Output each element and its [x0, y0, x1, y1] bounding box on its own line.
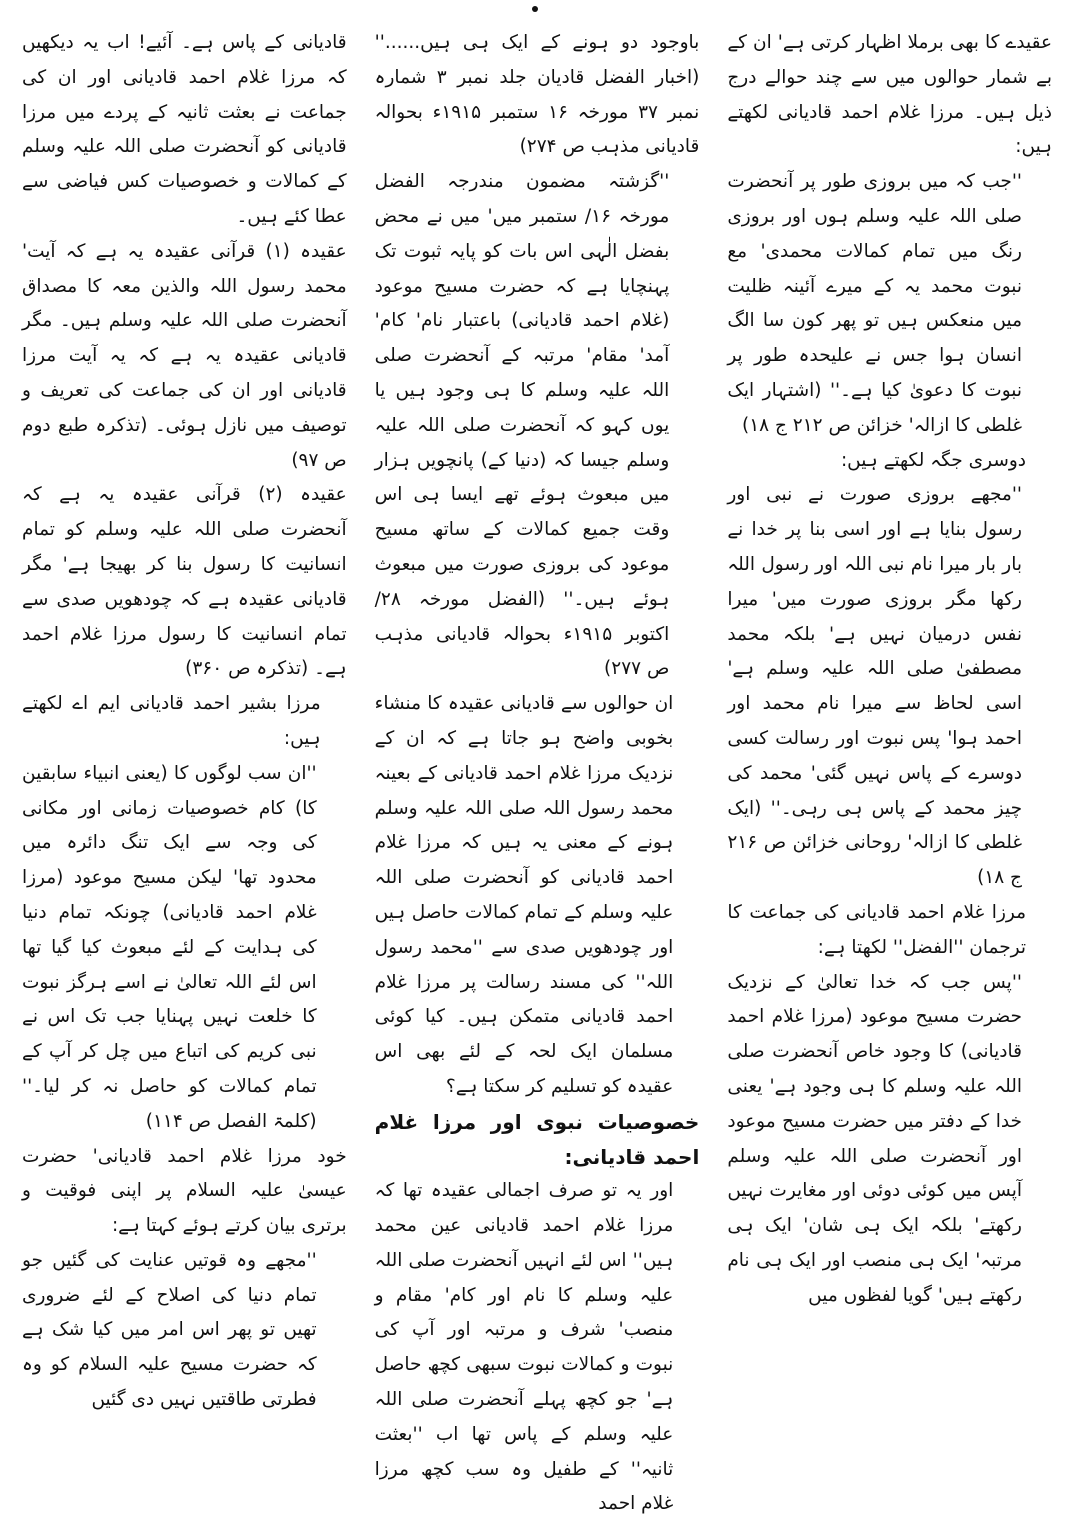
left-column-paragraph: عقیدہ (۲) قرآنی عقیدہ یہ ہے کہ آنحضرت صلی اللہ علیہ وسلم کو تمام انسانیت کا رسول بنا کر بھیجا ہے' مگر قادیانی عقیدہ ہے کہ چودھویں صدی سے تمام انسانیت کا رسول مرزا غلام احمد ہے۔ (تذکرہ ص ۳۶۰) — [21, 484, 347, 680]
right-column-paragraph: مرزا غلام احمد قادیانی کی جماعت کا ترجمان ''الفضل'' لکھتا ہے: — [727, 901, 1026, 958]
left-column — [21, 26, 347, 1411]
left-column-paragraph: قادیانی کے پاس ہے۔ آئیے! اب یہ دیکھیں کہ مرزا غلام احمد قادیانی اور ان کی جماعت نے بعثت ثانیہ کے پردے میں مرزا قادیانی کو آنحضرت صلی اللہ علیہ وسلم کے کمالات و خصوصیات کس فیاضی سے عطا کئے ہیں۔ — [21, 32, 347, 227]
left-column-paragraph: مرزا بشیر احمد قادیانی ایم اے لکھتے ہیں: — [21, 693, 321, 749]
middle-column-paragraph: خصوصیات نبوی اور مرزا غلام احمد قادیانی: — [374, 1109, 700, 1169]
right-column-paragraph: ''جب کہ میں بروزی طور پر آنحضرت صلی اللہ علیہ وسلم ہوں اور بروزی رنگ میں تمام کمالات محمدی' مع نبوت محمد یہ کے میرے آئینہ ظلیت میں منعکس ہیں تو پھر کون سا الگ انسان ہوا جس نے علیحدہ طور پر نبوت کا دعویٰ کیا ہے۔'' (اشتہار ایک غلطی کا ازالہ' خزائن ص ۲۱۲ ج ۱۸) — [727, 171, 1022, 436]
middle-column-paragraph: ان حوالوں سے قادیانی عقیدہ کا منشاء بخوبی واضح ہو جاتا ہے کہ ان کے نزدیک مرزا غلام احمد قادیانی کے بعینہ محمد رسول اللہ صلی اللہ علیہ وسلم ہونے کے معنی یہ ہیں کہ مرزا غلام احمد قادیانی کو آنحضرت صلی اللہ علیہ وسلم کے تمام کمالات حاصل ہیں اور چودھویں صدی سے ''محمد رسول اللہ'' کی مسند رسالت پر مرزا غلام احمد قادیانی متمکن ہیں۔ کیا کوئی مسلمان ایک لحہ کے لئے بھی اس عقیدہ کو تسلیم کر سکتا ہے؟ — [374, 693, 674, 1097]
left-column-paragraph: خود مرزا غلام احمد قادیانی' حضرت عیسیٰ علیہ السلام پر اپنی فوقیت و برتری بیان کرتے ہوئے کہتا ہے: — [21, 1145, 347, 1237]
middle-column-paragraph: اور یہ تو صرف اجمالی عقیدہ تھا کہ مرزا غلام احمد قادیانی عین محمد ہیں'' اس لئے انہیں آنحضرت صلی اللہ علیہ وسلم کا نام اور کام' مقام و منصب' شرف و مرتبہ اور آپ کی نبوت و کمالات نبوت سبھی کچھ حاصل ہے' جو کچھ پہلے آنحضرت صلی اللہ علیہ وسلم کے پاس تھا اب ''بعثت ثانیہ'' کے طفیل وہ سب کچھ مرزا غلام احمد — [374, 1180, 674, 1515]
middle-column-paragraph: باوجود دو ہونے کے ایک ہی ہیں......'' (اخبار الفضل قادیان جلد نمبر ۳ شمارہ نمبر ۳۷ مورخہ ۱۶ ستمبر ۱۹۱۵ء بحوالہ قادیانی مذہب ص ۲۷۴) — [374, 32, 700, 158]
left-column-paragraph: ''ان سب لوگوں کا (یعنی انبیاء سابقین کا) کام خصوصیات زمانی اور مکانی کی وجہ سے ایک تنگ دائرہ میں محدود تھا' لیکن مسیح موعود (مرزا غلام احمد قادیانی) چونکہ تمام دنیا کی ہدایت کے لئے مبعوث کیا گیا تھا اس لئے اللہ تعالیٰ نے اسے ہرگز نبوت کا خلعت نہیں پہنایا جب تک اس نے نبی کریم کی اتباع میں چل کر آپ کے تمام کمالات کو حاصل نہ کر لیا۔'' (کلمۃ الفصل ص ۱۱۴) — [21, 762, 317, 1132]
left-column-paragraph: ''مجھے وہ قوتیں عنایت کی گئیں جو تمام دنیا کی اصلاح کے لئے ضروری تھیں تو پھر اس امر میں کیا شک ہے کہ حضرت مسیح علیہ السلام کو وہ فطرتی طاقتیں نہیں دی گئیں — [21, 1249, 317, 1411]
right-column-paragraph: ''مجھے بروزی صورت نے نبی اور رسول بنایا ہے اور اسی بنا پر خدا نے بار بار میرا نام نبی اللہ اور رسول اللہ رکھا مگر بروزی صورت میں' میرا نفس درمیان نہیں ہے' بلکہ محمد مصطفیٰ صلی اللہ علیہ وسلم ہے' اسی لحاظ سے میرا نام محمد اور احمد ہوا' پس نبوت اور رسالت کسی دوسرے کے پاس نہیں گئی' محمد کی چیز محمد کے پاس ہی رہی۔'' (ایک غلطی کا ازالہ' روحانی خزائن ص ۲۱۶ ج ۱۸) — [727, 484, 1022, 889]
left-column-paragraph: عقیدہ (۱) قرآنی عقیدہ یہ ہے کہ آیت' محمد رسول اللہ والذین معہ کا مصداق آنحضرت صلی اللہ علیہ وسلم ہیں۔ مگر قادیانی عقیدہ یہ ہے کہ یہ آیت مرزا قادیانی اور ان کی جماعت کی تعریف و توصیف میں نازل ہوئی۔ (تذکرہ طبع دوم ص ۹۷) — [21, 240, 347, 471]
middle-column-paragraph: ''گزشتہ مضمون مندرجہ الفضل مورخہ ۱۶/ ستمبر میں' میں نے محض بفضل الٰہی اس بات کو پایہ ثبوت تک پہنچایا ہے کہ حضرت مسیح موعود (غلام احمد قادیانی) باعتبار نام' کام' آمد' مقام' مرتبہ کے آنحضرت صلی اللہ علیہ وسلم کا ہی وجود ہیں یا یوں کہو کہ آنحضرت صلی اللہ علیہ وسلم جیسا کہ (دنیا کے) پانچویں ہزار میں مبعوث ہوئے تھے ایسا ہی اس وقت جمیع کمالات کے ساتھ مسیح موعود کی بروزی صورت میں مبعوث ہوئے ہیں۔'' (الفضل مورخہ ۲۸/ اکتوبر ۱۹۱۵ء بحوالہ قادیانی مذہب ص ۲۷۷) — [374, 171, 670, 680]
middle-column — [374, 26, 700, 1515]
page-top-mark — [532, 6, 538, 12]
right-column — [727, 26, 1052, 1366]
right-column-paragraph: عقیدے کا بھی برملا اظہار کرتی ہے' ان کے بے شمار حوالوں میں سے چند حوالے درج ذیل ہیں۔ مرزا غلام احمد قادیانی لکھتے ہیں: — [727, 32, 1052, 158]
text-columns — [21, 26, 1052, 1515]
right-column-paragraph: دوسری جگہ لکھتے ہیں: — [840, 449, 1026, 471]
right-column-paragraph: ''پس جب کہ خدا تعالیٰ کے نزدیک حضرت مسیح موعود (مرزا غلام احمد قادیانی) کا وجود خاص آنحضرت صلی اللہ علیہ وسلم کا ہی وجود ہے' یعنی خدا کے دفتر میں حضرت مسیح موعود اور آنحضرت صلی اللہ علیہ وسلم آپس میں کوئی دوئی اور مغایرت نہیں رکھتے' بلکہ ایک ہی شان' ایک ہی مرتبہ' ایک ہی منصب اور ایک ہی نام رکھتے ہیں' گویا لفظوں میں — [727, 971, 1022, 1306]
